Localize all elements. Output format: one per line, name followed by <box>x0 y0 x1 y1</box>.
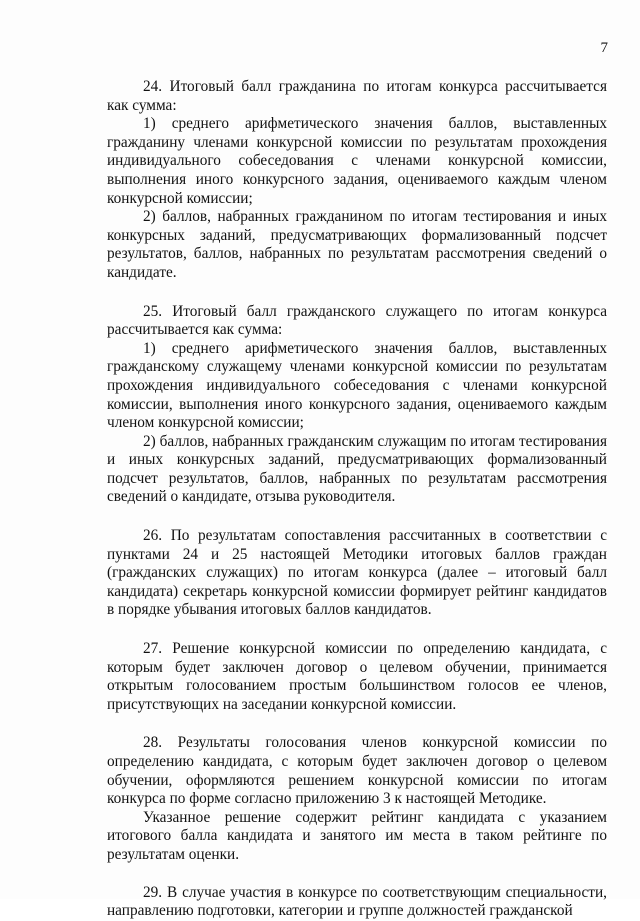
paragraph-26: 26. По результатам сопоставления рассчитанных в соответствии с пунктами 24 и 25 настоящей Методики итоговых баллов граждан (гражданских служащих) по итогам конкурса (далее – итоговый балл кандидата) секретарь конкурсной комиссии формирует рейтинг кандидатов в порядке убывания итоговых баллов кандидатов. <box>107 527 607 619</box>
section-26 <box>107 527 607 620</box>
paragraph-25-item-2: 2) баллов, набранных гражданским служащим по итогам тестирования и иных конкурсных заданий, предусматривающих формализованный подсчет результатов, баллов, набранных по результатам рассмотрения сведений о кандидате, отзыва руководителя. <box>107 432 607 506</box>
section-spacer <box>107 865 607 884</box>
section-27 <box>107 640 607 714</box>
page-number: 7 <box>600 40 608 56</box>
paragraph-25-intro: 25. Итоговый балл гражданского служащего по итогам конкурса рассчитывается как сумма: <box>107 302 607 339</box>
section-spacer <box>107 283 607 303</box>
paragraph-24-item-1: 1) среднего арифметического значения баллов, выставленных гражданину членами конкурсной комиссии по результатам прохождения индивидуального собеседования с членами конкурсной комиссии, выполнения иного конкурсного задания, оцениваемого каждым членом конкурсной комиссии; <box>107 115 607 207</box>
section-spacer <box>107 714 607 734</box>
paragraph-29: 29. В случае участия в конкурсе по соответствующим специальности, направлению подготовки, категории и группе должностей гражданской <box>107 883 607 920</box>
section-spacer <box>107 507 607 527</box>
section-28 <box>107 734 607 864</box>
document-body <box>107 78 607 921</box>
paragraph-24-item-2: 2) баллов, набранных гражданином по итогам тестирования и иных конкурсных заданий, предусматривающих формализованный подсчет результатов, баллов, набранных по результатам рассмотрения сведений о кандидате. <box>107 208 607 281</box>
section-25 <box>107 303 607 508</box>
section-24 <box>107 78 607 283</box>
paragraph-28-note: Указанное решение содержит рейтинг кандидата с указанием итогового балла кандидата и занятого им места в таком рейтинге по результатам оценки. <box>107 808 607 863</box>
paragraph-25-item-1: 1) среднего арифметического значения баллов, выставленных гражданскому служащему членами конкурсной комиссии по результатам прохождения индивидуального собеседования с членами конкурсной комиссии, выполнения иного конкурсного задания, оцениваемого каждым членом конкурсной комиссии; <box>107 339 607 432</box>
paragraph-28: 28. Результаты голосования членов конкурсной комиссии по определению кандидата, с которым будет заключен договор о целевом обучении, оформляются решением конкурсной комиссии по итогам конкурса по форме согласно приложению 3 к настоящей Методике. <box>107 734 607 808</box>
paragraph-24-intro: 24. Итоговый балл гражданина по итогам конкурса рассчитывается как сумма: <box>107 78 607 114</box>
section-29 <box>107 884 607 921</box>
paragraph-27: 27. Решение конкурсной комиссии по определению кандидата, с которым будет заключен договор о целевом обучении, принимается открытым голосованием простым большинством голосов ее членов, присутствующих на заседании конкурсной комиссии. <box>107 640 607 713</box>
section-spacer <box>107 620 607 640</box>
